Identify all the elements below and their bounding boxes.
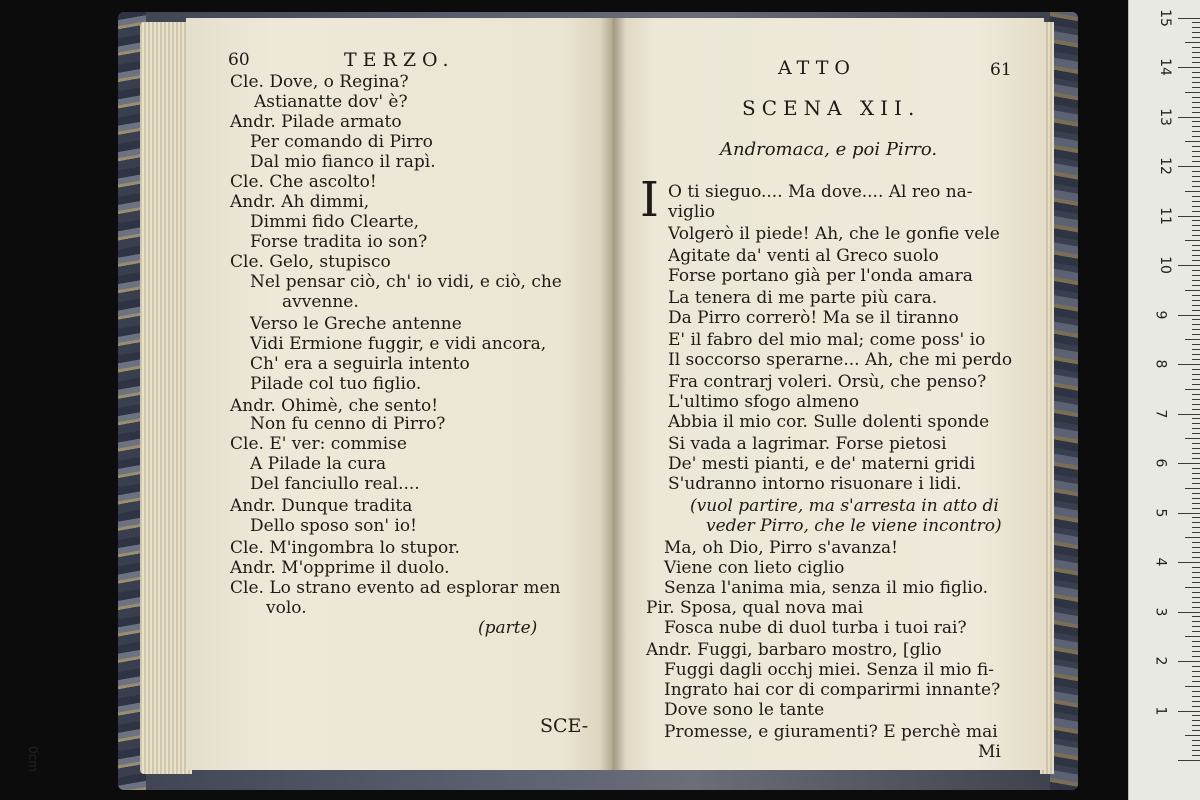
ruler-tick xyxy=(1192,186,1200,187)
ruler-tick xyxy=(1192,206,1200,207)
ruler-tick xyxy=(1192,493,1200,494)
right-page-line: Abbia il mio cor. Sulle dolenti sponde xyxy=(668,412,990,432)
ruler-tick xyxy=(1185,339,1200,340)
ruler-tick xyxy=(1192,324,1200,325)
right-page-line: Fra contrarj voleri. Orsù, che penso? xyxy=(668,372,987,392)
left-page-line: Del fanciullo real.... xyxy=(250,474,420,494)
left-catchword: SCE- xyxy=(540,715,589,737)
right-page-line: veder Pirro, che le viene incontro) xyxy=(706,516,1002,536)
ruler-tick xyxy=(1192,715,1200,716)
right-page-line: La tenera di me parte più cara. xyxy=(668,288,938,308)
ruler-tick xyxy=(1185,92,1200,93)
right-page-line: S'udranno intorno risuonare i lidi. xyxy=(668,474,962,494)
ruler-tick xyxy=(1192,255,1200,256)
right-page-line: L'ultimo sfogo almeno xyxy=(668,392,860,412)
ruler-tick xyxy=(1185,42,1200,43)
ruler-tick xyxy=(1192,646,1200,647)
right-page-line: Da Pirro correrò! Ma se il tiranno xyxy=(668,308,959,328)
left-page-line: Andr. Dunque tradita xyxy=(230,496,413,516)
ruler-tick xyxy=(1192,369,1200,370)
ruler-tick xyxy=(1192,245,1200,246)
ruler-tick xyxy=(1192,666,1200,667)
ruler-tick xyxy=(1185,686,1200,687)
ruler-tick xyxy=(1192,97,1200,98)
ruler-tick xyxy=(1192,676,1200,677)
right-page-line: Si vada a lagrimar. Forse pietosi xyxy=(668,434,947,454)
ruler-label: 12 xyxy=(1156,157,1173,175)
ruler-tick xyxy=(1192,626,1200,627)
ruler-tick xyxy=(1192,82,1200,83)
left-page-line: Vidi Ermione fuggir, e vidi ancora, xyxy=(250,334,547,354)
ruler-tick xyxy=(1192,359,1200,360)
ruler-tick xyxy=(1192,295,1200,296)
right-page-line: Agitate da' venti al Greco suolo xyxy=(668,246,939,266)
ruler-tick xyxy=(1192,47,1200,48)
ruler-tick xyxy=(1192,379,1200,380)
ruler-tick xyxy=(1192,319,1200,320)
ruler-tick xyxy=(1192,418,1200,419)
left-page-line: Cle. E' ver: commise xyxy=(230,434,407,454)
book-gutter xyxy=(600,18,626,770)
ruler-tick xyxy=(1192,161,1200,162)
ruler-tick xyxy=(1185,488,1200,489)
drop-cap: I xyxy=(640,172,659,228)
left-page-line: Verso le Greche antenne xyxy=(250,314,462,334)
ruler-tick xyxy=(1192,542,1200,543)
right-page-line: O ti sieguo.... Ma dove.... Al reo na- xyxy=(668,182,973,202)
ruler-tick xyxy=(1192,310,1200,311)
ruler-tick xyxy=(1192,235,1200,236)
ruler-tick xyxy=(1192,250,1200,251)
right-page-line: viglio xyxy=(668,202,716,222)
ruler-tick xyxy=(1178,166,1200,167)
ruler-tick xyxy=(1192,468,1200,469)
right-catchword: Mi xyxy=(978,742,1001,762)
ruler-label: 14 xyxy=(1156,58,1173,76)
ruler-tick xyxy=(1192,621,1200,622)
ruler-tick xyxy=(1192,508,1200,509)
left-page-line: Cle. Che ascolto! xyxy=(230,172,377,192)
ruler-tick xyxy=(1192,607,1200,608)
ruler-tick xyxy=(1192,671,1200,672)
ruler-tick xyxy=(1185,587,1200,588)
ruler-tick xyxy=(1192,641,1200,642)
left-page-line: Andr. Ah dimmi, xyxy=(230,192,370,212)
ruler-label: 3 xyxy=(1152,607,1169,616)
ruler-tick xyxy=(1178,661,1200,662)
left-page-line: volo. xyxy=(266,598,307,618)
left-page-line: Pilade col tuo figlio. xyxy=(250,374,422,394)
ruler-tick xyxy=(1192,498,1200,499)
ruler-tick xyxy=(1192,503,1200,504)
ruler-tick xyxy=(1192,522,1200,523)
ruler-tick xyxy=(1192,305,1200,306)
ruler-tick xyxy=(1192,349,1200,350)
ruler-tick xyxy=(1178,117,1200,118)
ruler-tick xyxy=(1192,750,1200,751)
left-page-line: Andr. M'opprime il duolo. xyxy=(230,558,450,578)
ruler-tick xyxy=(1192,597,1200,598)
ruler-tick xyxy=(1192,211,1200,212)
ruler-tick xyxy=(1192,27,1200,28)
ruler-tick xyxy=(1192,394,1200,395)
ruler-tick xyxy=(1192,532,1200,533)
ruler-tick xyxy=(1192,409,1200,410)
ruler-tick xyxy=(1192,37,1200,38)
right-page-line: Viene con lieto ciglio xyxy=(664,558,845,578)
left-page-line: Forse tradita io son? xyxy=(250,232,428,252)
ruler-tick xyxy=(1192,527,1200,528)
ruler-tick xyxy=(1192,102,1200,103)
ruler-tick xyxy=(1192,112,1200,113)
ruler-tick xyxy=(1192,275,1200,276)
ruler-tick xyxy=(1192,181,1200,182)
right-page-line: (vuol partire, ma s'arresta in atto di xyxy=(690,496,999,516)
left-page-line: Non fu cenno di Pirro? xyxy=(250,414,446,434)
ruler-tick xyxy=(1192,478,1200,479)
ruler-label: 4 xyxy=(1152,557,1169,567)
ruler-unit: 0cm xyxy=(25,746,40,772)
ruler-tick xyxy=(1192,136,1200,137)
ruler-tick xyxy=(1192,517,1200,518)
ruler-tick xyxy=(1192,334,1200,335)
ruler-tick xyxy=(1192,62,1200,63)
ruler-tick xyxy=(1192,126,1200,127)
ruler-tick xyxy=(1178,414,1200,415)
right-page-line: Fosca nube di duol turba i tuoi rai? xyxy=(664,618,967,638)
ruler-tick xyxy=(1192,592,1200,593)
ruler-tick xyxy=(1192,196,1200,197)
ruler-tick xyxy=(1178,216,1200,217)
ruler-label: 15 xyxy=(1156,8,1173,27)
ruler-tick xyxy=(1192,616,1200,617)
ruler-tick xyxy=(1192,225,1200,226)
ruler-tick xyxy=(1192,720,1200,721)
page-edges-left xyxy=(140,22,192,774)
ruler-tick xyxy=(1185,389,1200,390)
left-page-line: Astianatte dov' è? xyxy=(254,92,408,112)
right-page-line: E' il fabro del mio mal; come poss' io xyxy=(668,330,986,350)
ruler-tick xyxy=(1192,22,1200,23)
ruler-tick xyxy=(1192,72,1200,73)
ruler-tick xyxy=(1192,121,1200,122)
ruler-tick xyxy=(1192,201,1200,202)
ruler-tick xyxy=(1192,52,1200,53)
ruler-tick xyxy=(1192,146,1200,147)
right-page-line: Ingrato hai cor di comparirmi innante? xyxy=(664,680,1001,700)
ruler-tick xyxy=(1192,344,1200,345)
ruler-tick xyxy=(1192,602,1200,603)
ruler-tick xyxy=(1192,730,1200,731)
ruler-label: 5 xyxy=(1152,508,1169,517)
ruler-tick xyxy=(1192,547,1200,548)
ruler-tick xyxy=(1192,483,1200,484)
left-page-line: Dimmi fido Clearte, xyxy=(250,212,420,232)
left-page-line: Cle. Dove, o Regina? xyxy=(230,72,409,92)
ruler-tick xyxy=(1192,131,1200,132)
ruler-tick xyxy=(1192,176,1200,177)
ruler-tick xyxy=(1192,87,1200,88)
right-page-line: De' mesti pianti, e de' materni gridi xyxy=(668,454,976,474)
right-page-line: Volgerò il piede! Ah, che le gonfie vele xyxy=(668,224,1000,244)
left-page-line: Dal mio fianco il rapì. xyxy=(250,152,436,172)
right-page-line: Dove sono le tante xyxy=(664,700,825,720)
ruler-tick xyxy=(1192,404,1200,405)
ruler-tick xyxy=(1192,696,1200,697)
ruler-tick xyxy=(1192,681,1200,682)
ruler-label: 8 xyxy=(1152,359,1169,369)
right-page-line: Fuggi dagli occhj miei. Senza il mio fi- xyxy=(664,660,994,680)
left-page-line: Dello sposo son' io! xyxy=(250,516,417,536)
ruler-tick xyxy=(1192,745,1200,746)
ruler-tick xyxy=(1178,67,1200,68)
ruler-label: 7 xyxy=(1152,409,1169,418)
ruler-tick xyxy=(1185,191,1200,192)
ruler-tick xyxy=(1192,220,1200,221)
left-page-line: Cle. Lo strano evento ad esplorar men xyxy=(230,578,561,598)
right-running-head: ATTO xyxy=(778,57,856,79)
right-page-line: Ma, oh Dio, Pirro s'avanza! xyxy=(664,538,898,558)
ruler-tick xyxy=(1192,582,1200,583)
scene-heading: SCENA XII. xyxy=(742,96,921,120)
left-page-number: 60 xyxy=(228,50,250,70)
ruler-label: 11 xyxy=(1156,206,1173,225)
ruler-tick xyxy=(1185,537,1200,538)
ruler-tick xyxy=(1178,513,1200,514)
ruler-tick xyxy=(1192,651,1200,652)
right-page-line: Andr. Fuggi, barbaro mostro, [glio xyxy=(646,640,942,660)
ruler-tick xyxy=(1178,18,1200,19)
ruler-tick xyxy=(1192,285,1200,286)
ruler-tick xyxy=(1192,107,1200,108)
ruler-tick xyxy=(1178,265,1200,266)
right-page-line: Il soccorso sperarne... Ah, che mi perdo xyxy=(668,350,1013,370)
ruler-tick xyxy=(1192,552,1200,553)
left-page-line: (parte) xyxy=(478,618,538,638)
ruler-tick xyxy=(1192,270,1200,271)
ruler-tick xyxy=(1192,656,1200,657)
ruler-label: 2 xyxy=(1152,656,1169,666)
left-page-line: Andr. Pilade armato xyxy=(230,112,402,132)
left-running-head: TERZO. xyxy=(344,49,455,71)
ruler-tick xyxy=(1178,562,1200,563)
ruler-tick xyxy=(1192,453,1200,454)
ruler-tick xyxy=(1192,567,1200,568)
ruler-tick xyxy=(1192,706,1200,707)
ruler-tick xyxy=(1192,374,1200,375)
ruler-tick xyxy=(1192,230,1200,231)
ruler-tick xyxy=(1192,691,1200,692)
ruler-label: 1 xyxy=(1152,706,1169,715)
left-page-line: Andr. Ohimè, che sento! xyxy=(230,396,439,416)
left-page-line: Per comando di Pirro xyxy=(250,132,433,152)
ruler-tick xyxy=(1185,290,1200,291)
ruler-tick xyxy=(1185,735,1200,736)
ruler-tick xyxy=(1192,755,1200,756)
ruler-tick xyxy=(1178,364,1200,365)
ruler-tick xyxy=(1192,171,1200,172)
ruler-tick xyxy=(1178,612,1200,613)
ruler-tick xyxy=(1185,438,1200,439)
ruler-tick xyxy=(1192,458,1200,459)
cover-marbled-right xyxy=(1050,12,1078,790)
left-page-line: Nel pensar ciò, ch' io vidi, e ciò, che xyxy=(250,272,562,292)
right-page-line: Senza l'anima mia, senza il mio figlio. xyxy=(664,578,989,598)
ruler-tick xyxy=(1185,240,1200,241)
ruler-tick xyxy=(1178,711,1200,712)
ruler-tick xyxy=(1192,725,1200,726)
ruler-tick xyxy=(1192,151,1200,152)
ruler-tick xyxy=(1192,577,1200,578)
ruler-tick xyxy=(1192,557,1200,558)
ruler-tick xyxy=(1192,423,1200,424)
scene-characters: Andromaca, e poi Pirro. xyxy=(720,139,938,160)
ruler-tick xyxy=(1192,740,1200,741)
ruler-tick xyxy=(1192,572,1200,573)
ruler-tick xyxy=(1192,473,1200,474)
ruler-tick xyxy=(1192,57,1200,58)
ruler-tick xyxy=(1178,463,1200,464)
ruler-tick xyxy=(1192,300,1200,301)
ruler-label: 10 xyxy=(1156,256,1173,274)
ruler-tick xyxy=(1192,32,1200,33)
ruler-tick xyxy=(1178,760,1200,761)
ruler-label: 9 xyxy=(1152,310,1169,319)
ruler-tick xyxy=(1192,77,1200,78)
left-page-line: Cle. M'ingombra lo stupor. xyxy=(230,538,460,558)
ruler-label: 6 xyxy=(1152,458,1169,468)
ruler-tick xyxy=(1192,384,1200,385)
ruler-tick xyxy=(1185,141,1200,142)
right-page-line: Pir. Sposa, qual nova mai xyxy=(646,598,864,618)
ruler-tick xyxy=(1192,399,1200,400)
ruler-tick xyxy=(1192,156,1200,157)
left-page-line: Cle. Gelo, stupisco xyxy=(230,252,391,272)
ruler-tick xyxy=(1192,448,1200,449)
ruler-tick xyxy=(1185,636,1200,637)
left-page-line: A Pilade la cura xyxy=(250,454,387,474)
ruler-tick xyxy=(1192,280,1200,281)
ruler-tick xyxy=(1192,433,1200,434)
ruler-label: 13 xyxy=(1156,107,1173,126)
left-page-line: Ch' era a seguirla intento xyxy=(250,354,470,374)
left-page-line: avvenne. xyxy=(282,292,359,312)
ruler-tick xyxy=(1192,354,1200,355)
right-page-number: 61 xyxy=(990,60,1012,80)
ruler-tick xyxy=(1192,631,1200,632)
ruler-tick xyxy=(1192,443,1200,444)
right-page-line: Promesse, e giuramenti? E perchè mai xyxy=(664,722,998,742)
ruler-tick xyxy=(1192,260,1200,261)
ruler-tick xyxy=(1192,329,1200,330)
ruler-tick xyxy=(1178,315,1200,316)
ruler-tick xyxy=(1192,428,1200,429)
ruler-tick xyxy=(1192,701,1200,702)
right-page-line: Forse portano già per l'onda amara xyxy=(668,266,973,286)
